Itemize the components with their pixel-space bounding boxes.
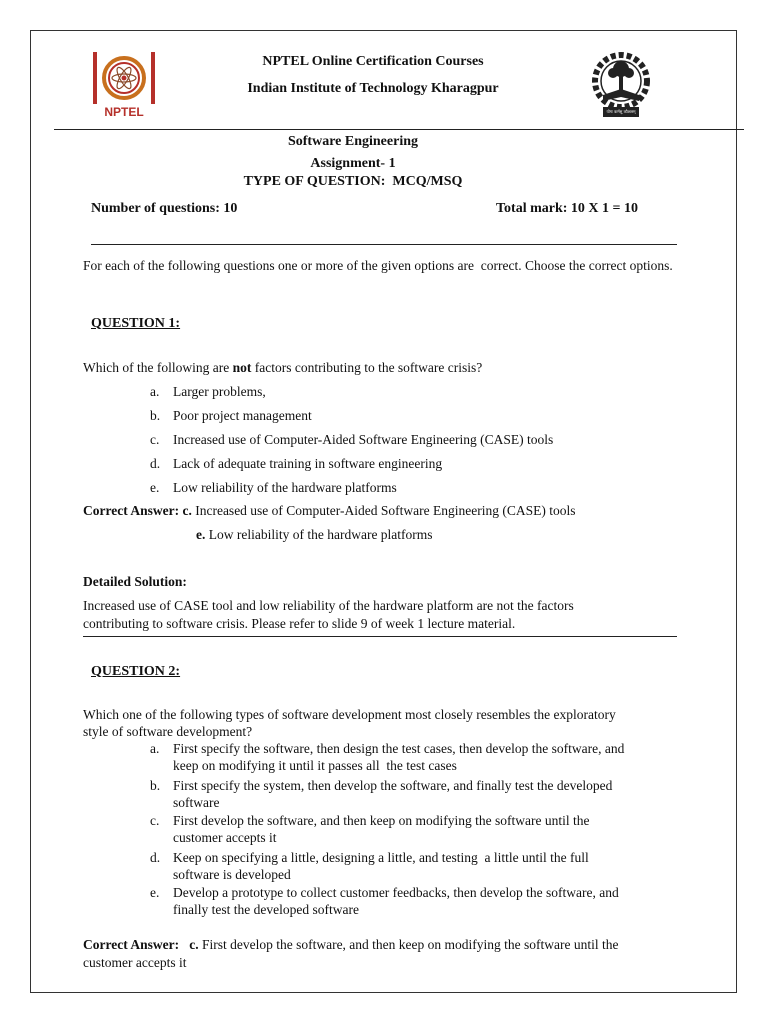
stem-emphasis: not bbox=[232, 360, 252, 375]
iit-logo-caption: योगः कर्मसु कौशलम् bbox=[606, 109, 636, 114]
option-letter: a. bbox=[150, 741, 160, 756]
option-text: finally test the developed software bbox=[173, 902, 359, 917]
answer-text: Increased use of Computer-Aided Software Engineering (CASE) tools bbox=[191, 503, 576, 518]
question-2-stem-line1: Which one of the following types of software development most closely resembles the exploratory bbox=[83, 707, 616, 722]
option-letter: e. bbox=[150, 885, 160, 900]
total-mark: Total mark: 10 X 1 = 10 bbox=[496, 201, 639, 216]
question-2-heading-text: QUESTION 2: bbox=[91, 664, 181, 679]
course-title: Software Engineering bbox=[287, 134, 418, 149]
option-letter: d. bbox=[150, 456, 161, 471]
q1-solution-heading: Detailed Solution: bbox=[83, 574, 187, 589]
option-text: Larger problems, bbox=[173, 384, 266, 399]
option-text: Poor project management bbox=[173, 408, 312, 423]
option-letter: e. bbox=[150, 480, 160, 495]
answer-label: Correct Answer: bbox=[83, 937, 180, 952]
option-text: software bbox=[173, 795, 220, 810]
header-line1: NPTEL Online Certification Courses bbox=[262, 54, 484, 69]
option-letter: c. bbox=[150, 432, 160, 447]
option-text: First develop the software, and then keep on modifying the software until the bbox=[173, 813, 590, 828]
answer-letter: c. bbox=[189, 937, 199, 952]
header-line2: Indian Institute of Technology Kharagpur bbox=[247, 81, 499, 96]
divider bbox=[83, 636, 677, 637]
number-of-questions: Number of questions: 10 bbox=[91, 201, 238, 216]
question-1-heading-text: QUESTION 1: bbox=[91, 316, 181, 331]
stem-text: Which of the following are bbox=[83, 360, 233, 375]
q2-correct-answer-line2: customer accepts it bbox=[83, 955, 187, 970]
option-text: keep on modifying it until it passes all the test cases bbox=[173, 758, 457, 773]
option-text: customer accepts it bbox=[173, 830, 277, 845]
option-text: Low reliability of the hardware platforms bbox=[173, 480, 397, 495]
stem-text: factors contributing to the software crisis? bbox=[251, 360, 483, 375]
q1-correct-answer bbox=[83, 503, 575, 520]
option-text: First specify the system, then develop the software, and finally test the developed bbox=[173, 778, 613, 793]
question-type: TYPE OF QUESTION: MCQ/MSQ bbox=[243, 174, 463, 189]
option-text: Keep on specifying a little, designing a little, and testing a little until the full bbox=[173, 850, 589, 865]
question-2-stem-line2: style of software development? bbox=[83, 724, 253, 739]
option-text: Increased use of Computer-Aided Software Engineering (CASE) tools bbox=[173, 432, 554, 447]
option-letter: c. bbox=[150, 813, 160, 828]
answer-text: Low reliability of the hardware platforms bbox=[205, 527, 433, 542]
q2-correct-answer bbox=[83, 937, 619, 954]
header-divider bbox=[54, 129, 744, 130]
question-2-heading bbox=[91, 664, 180, 680]
q1-correct-answer-2 bbox=[196, 527, 433, 544]
nptel-logo bbox=[91, 50, 157, 122]
option-letter: a. bbox=[150, 384, 160, 399]
answer-letter: e. bbox=[196, 527, 206, 542]
nptel-logo-text: NPTEL bbox=[104, 105, 144, 119]
option-text: software is developed bbox=[173, 867, 291, 882]
option-text: Develop a prototype to collect customer feedbacks, then develop the software, and bbox=[173, 885, 619, 900]
q1-solution-line2: contributing to software crisis. Please refer to slide 9 of week 1 lecture material. bbox=[83, 616, 516, 631]
instructions: For each of the following questions one or more of the given options are correct. Choose the correct options. bbox=[83, 258, 673, 273]
question-1-heading bbox=[91, 316, 180, 332]
option-letter: d. bbox=[150, 850, 161, 865]
iit-kharagpur-logo bbox=[581, 45, 661, 123]
option-letter: b. bbox=[150, 778, 161, 793]
divider bbox=[91, 244, 677, 245]
assignment-title: Assignment- 1 bbox=[310, 156, 396, 171]
q1-solution-line1: Increased use of CASE tool and low reliability of the hardware platform are not the factors bbox=[83, 598, 574, 613]
option-letter: b. bbox=[150, 408, 161, 423]
answer-label: Correct Answer: bbox=[83, 503, 180, 518]
answer-text: First develop the software, and then keep on modifying the software until the bbox=[198, 937, 619, 952]
option-text: First specify the software, then design the test cases, then develop the software, and bbox=[173, 741, 625, 756]
option-text: Lack of adequate training in software engineering bbox=[173, 456, 443, 471]
question-1-stem bbox=[83, 360, 482, 377]
answer-letter: c. bbox=[182, 503, 192, 518]
